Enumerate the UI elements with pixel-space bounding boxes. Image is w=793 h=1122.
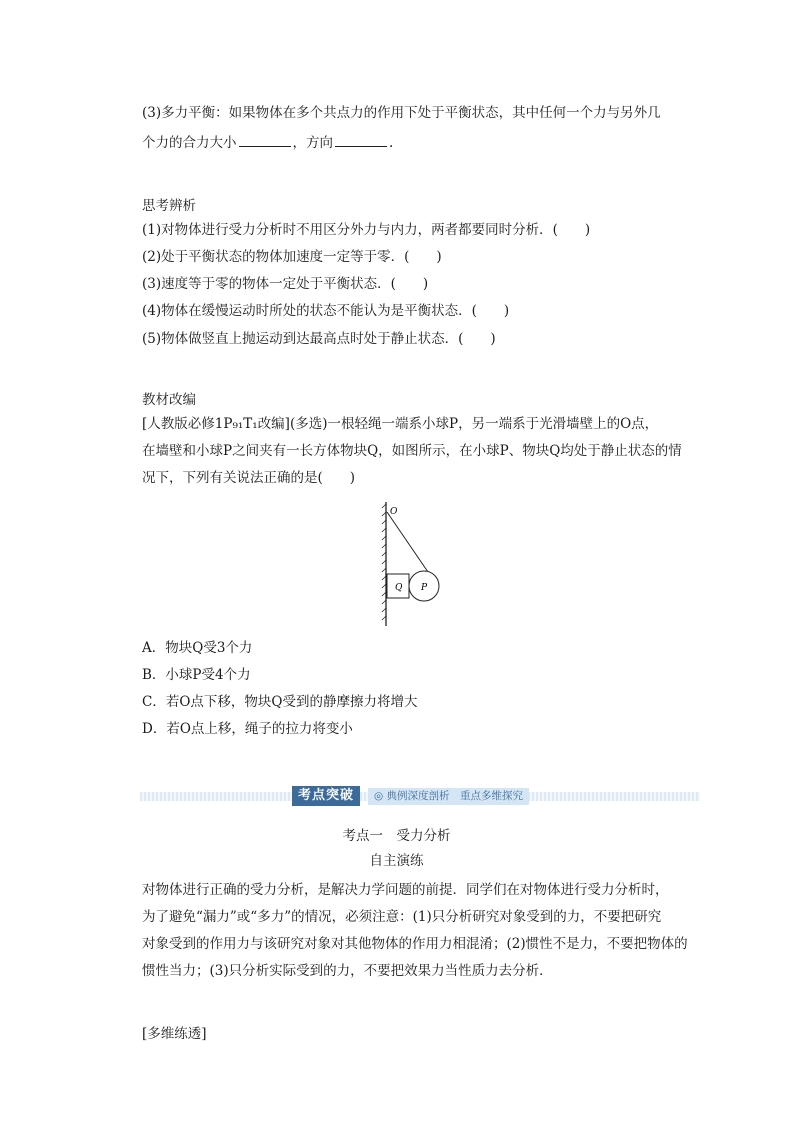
balance-item-3-line2 xyxy=(142,133,393,153)
ball-p-label: P xyxy=(421,583,428,593)
option-d: D．若O点上移，绳子的拉力将变小 xyxy=(142,721,353,737)
section-paragraph-line3: 对象受到的作用力与该研究对象对其他物体的作用力相混淆；(2)惯性不是力，不要把物体的 xyxy=(142,936,688,952)
line2-text-a: 个力的合力大小 xyxy=(142,135,237,151)
thinking-item-2: (2)处于平衡状态的物体加速度一定等于零．( ) xyxy=(142,249,442,265)
point-o-label: O xyxy=(390,507,398,517)
thinking-item-4: (4)物体在缓慢运动时所处的状态不能认为是平衡状态．( ) xyxy=(142,303,510,319)
section-paragraph-line2: 为了避免“漏力”或“多力”的情况，必须注意：(1)只分析研究对象受到的力，不要把研究 xyxy=(142,909,662,925)
thinking-item-1: (1)对物体进行受力分析时不用区分外力与内力，两者都要同时分析．( ) xyxy=(142,222,591,238)
textbook-question-line3: 况下，下列有关说法正确的是( ) xyxy=(142,470,356,486)
line2-text-b: ，方向 xyxy=(292,135,333,151)
textbook-question-line1: [人教版必修1P₉₁T₁改编](多选)一根轻绳一端系小球P，另一端系于光滑墙壁上的O点， xyxy=(142,416,659,432)
banner-subtitle: ◎ 典例深度剖析 重点多维探究 xyxy=(368,788,529,805)
direction-blank xyxy=(335,133,387,147)
section-title: 考点一 受力分析 xyxy=(342,828,451,844)
thinking-item-3: (3)速度等于零的物体一定处于平衡状态．( ) xyxy=(142,276,429,292)
section-subtitle: 自主演练 xyxy=(369,853,424,869)
practice-heading: [多维练透] xyxy=(142,1026,207,1042)
wall-ball-block-figure xyxy=(370,500,450,628)
thinking-item-5: (5)物体做竖直上抛运动到达最高点时处于静止状态．( ) xyxy=(142,331,496,347)
thinking-heading: 思考辨析 xyxy=(142,198,196,214)
block-q-label: Q xyxy=(395,583,403,593)
option-b: B．小球P受4个力 xyxy=(142,667,251,683)
section-paragraph-line4: 惯性当力；(3)只分析实际受到的力，不要把效果力当性质力去分析． xyxy=(142,963,553,979)
balance-item-3-line1: (3)多力平衡：如果物体在多个共点力的作用下处于平衡状态，其中任何一个力与另外几 xyxy=(142,105,661,121)
textbook-question-line2: 在墙壁和小球P之间夹有一长方体物块Q，如图所示，在小球P、物块Q均处于静止状态的情 xyxy=(142,443,682,459)
section-paragraph-line1: 对物体进行正确的受力分析，是解决力学问题的前提．同学们在对物体进行受力分析时， xyxy=(142,882,669,898)
rope-line xyxy=(387,512,428,572)
magnitude-blank xyxy=(239,133,291,147)
exam-point-banner xyxy=(140,786,700,808)
option-a: A．物块Q受3个力 xyxy=(142,640,253,656)
banner-tag: 考点突破 xyxy=(292,786,360,806)
option-c: C．若O点下移，物块Q受到的静摩擦力将增大 xyxy=(142,694,418,710)
textbook-heading: 教材改编 xyxy=(142,392,196,408)
line2-text-c: . xyxy=(389,135,394,151)
